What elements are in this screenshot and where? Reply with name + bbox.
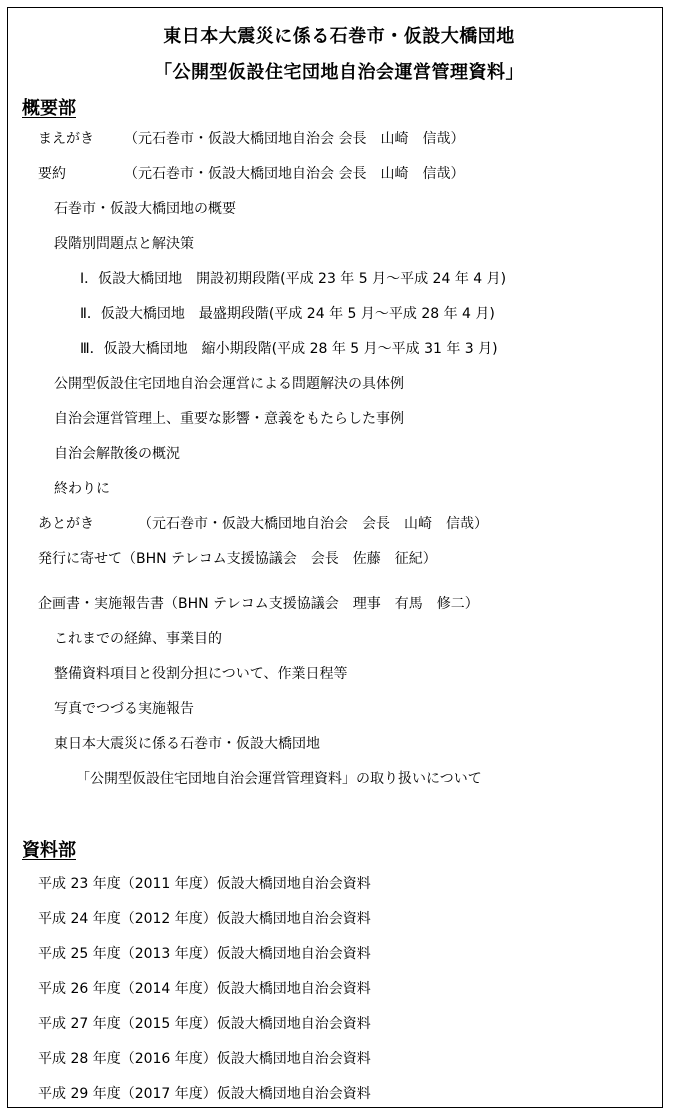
toc-item: 終わりに (54, 481, 110, 497)
toc-item: 段階別問題点と解決策 (54, 236, 194, 252)
materials-item: 平成 27 年度（2015 年度）仮設大橋団地自治会資料 (38, 1016, 371, 1032)
materials-item: 平成 28 年度（2016 年度）仮設大橋団地自治会資料 (38, 1051, 371, 1067)
toc-subitem-stage2: Ⅱ．仮設大橋団地 最盛期段階(平成 24 年 5 月～平成 28 年 4 月) (80, 306, 495, 322)
toc-item-author: （元石巻市・仮設大橋団地自治会 会長 山崎 信哉） (124, 131, 465, 147)
toc-item-summary (38, 163, 464, 183)
toc-item-label: あとがき (38, 516, 94, 532)
toc-item: これまでの経緯、事業目的 (54, 631, 222, 647)
toc-item-author: （元石巻市・仮設大橋団地自治会 会長 山崎 信哉） (124, 166, 465, 182)
toc-item-preface (38, 128, 464, 148)
document-title-line2: 「公開型仮設住宅団地自治会運営管理資料」 (154, 62, 524, 83)
toc-item: 発行に寄せて（BHN テレコム支援協議会 会長 佐藤 征紀） (38, 551, 437, 567)
section-heading-overview: 概要部 (22, 98, 76, 119)
toc-item-author: （元石巻市・仮設大橋団地自治会 会長 山崎 信哉） (138, 516, 488, 532)
toc-item: 「公開型仮設住宅団地自治会運営管理資料」の取り扱いについて (76, 771, 482, 787)
toc-item: 自治会運営管理上、重要な影響・意義をもたらした事例 (54, 411, 404, 427)
materials-item: 平成 24 年度（2012 年度）仮設大橋団地自治会資料 (38, 911, 371, 927)
toc-subitem-stage1: Ⅰ．仮設大橋団地 開設初期段階(平成 23 年 5 月～平成 24 年 4 月) (80, 271, 507, 287)
toc-item: 整備資料項目と役割分担について、作業日程等 (54, 666, 348, 682)
materials-item: 平成 29 年度（2017 年度）仮設大橋団地自治会資料 (38, 1086, 371, 1102)
toc-item: 東日本大震災に係る石巻市・仮設大橋団地 (54, 736, 320, 752)
toc-item: 石巻市・仮設大橋団地の概要 (54, 201, 236, 217)
toc-subitem-stage3: Ⅲ．仮設大橋団地 縮小期段階(平成 28 年 5 月～平成 31 年 3 月) (80, 341, 498, 357)
toc-item-label: 要約 (38, 166, 66, 182)
toc-item: 写真でつづる実施報告 (54, 701, 194, 717)
toc-item-label: まえがき (38, 131, 94, 147)
section-heading-materials: 資料部 (22, 840, 76, 861)
materials-item: 平成 25 年度（2013 年度）仮設大橋団地自治会資料 (38, 946, 371, 962)
materials-item: 平成 26 年度（2014 年度）仮設大橋団地自治会資料 (38, 981, 371, 997)
toc-item: 企画書・実施報告書（BHN テレコム支援協議会 理事 有馬 修二） (38, 596, 479, 612)
materials-item: 平成 23 年度（2011 年度）仮設大橋団地自治会資料 (38, 876, 371, 892)
toc-item-afterword (38, 513, 488, 533)
toc-item: 公開型仮設住宅団地自治会運営による問題解決の具体例 (54, 376, 404, 392)
document-title-line1: 東日本大震災に係る石巻市・仮設大橋団地 (163, 26, 515, 47)
toc-item: 自治会解散後の概況 (54, 446, 180, 462)
